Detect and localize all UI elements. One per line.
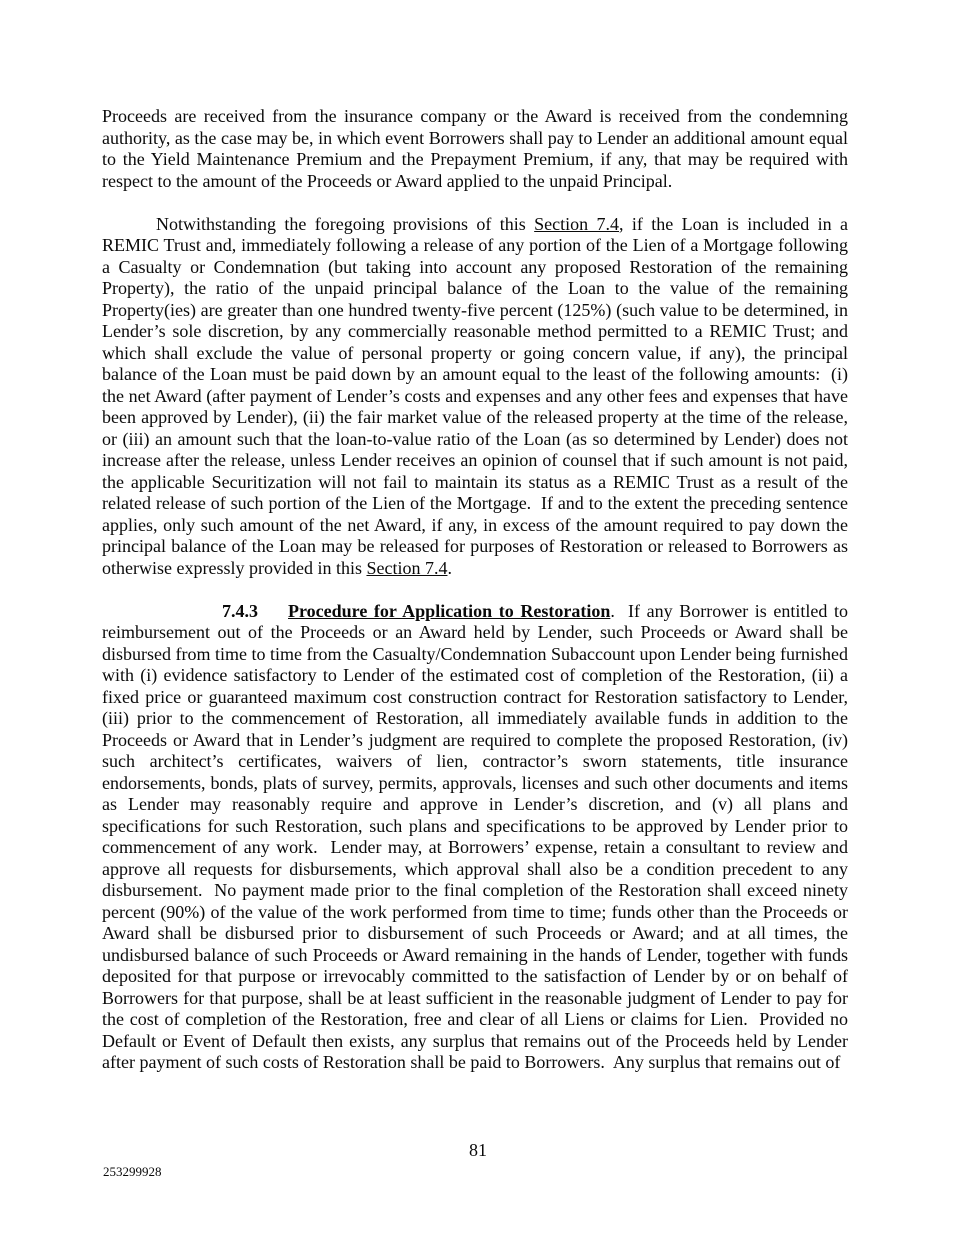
body-text-run: , if the Loan is included in a REMIC Trust and, immediately following a release of any portion of the Lien of a Mortgage following a Casualty or Condemnation (but taking into account any proposed Restoration of the remaining Property), the ratio of the unpaid principal balance of the Loan to the value of the remaining Property(ies) are greater than one hundred twenty-five percent (125%) (such value to be determined, in Lender’s sole discretion, by any commercially reasonable method permitted to a REMIC Trust; and which shall exclude the value of personal property or going concern value, if any), the principal balance of the Loan must be paid down by an amount equal to the least of the following amounts: (i) the net Award (after payment of Lender’s costs and expenses and any other fees and expenses that have been approved by Lender), (ii) the fair market value of the released property at the time of the release, or (iii) an amount such that the loan-to-value ratio of the Loan (as so determined by Lender) does not increase after the release, unless Lender receives an opinion of counsel that if such amount is not paid, the applicable Securitization will not fail to maintain its status as a REMIC Trust as a result of the related release of such portion of the Lien of the Mortgage. If and to the extent the preceding sentence applies, only such amount of the net Award, if any, in excess of the amount required to pay down the principal balance of the Loan may be released for purposes of Restoration or released to Borrowers as otherwise expressly provided in this [102, 213, 853, 578]
body-text-run: Notwithstanding the foregoing provisions of this [156, 213, 535, 234]
section-7-4-reference-link: Section 7.4 [534, 213, 620, 234]
section-number: 7.4.3 [222, 600, 258, 621]
page-body [102, 106, 853, 1074]
body-text-run: . [447, 557, 452, 578]
section-heading: Procedure for Application to Restoration [288, 600, 611, 621]
document-id-footer: 253299928 [103, 1164, 162, 1179]
page-number: 81 [469, 1140, 487, 1160]
section-7-4-reference-link: Section 7.4 [366, 557, 448, 578]
body-text-run: Proceeds are received from the insurance company or the Award is received from the condemning authority, as the case may be, in which event Borrowers shall pay to Lender an additional amount equal to the Yield Maintenance Premium and the Prepayment Premium, if any, that may be required with respect to the amount of the Proceeds or Award applied to the unpaid Principal. [102, 106, 853, 191]
body-text-run: . If any Borrower is entitled to reimbursement out of the Proceeds or an Award held by Lender, such Proceeds or Award shall be disbursed from time to time from the Casualty/Condemnation Subaccount upon Lender being furnished with (i) evidence satisfactory to Lender of the estimated cost of completion of the Restoration, (ii) a fixed price or guaranteed maximum cost construction contract for Restoration satisfactory to Lender, (iii) prior to the commencement of Restoration, all immediately available funds in addition to the Proceeds or Award that in Lender’s judgment are required to complete the proposed Restoration, (iv) such architect’s certificates, waivers of lien, contractor’s sworn statements, title insurance endorsements, bonds, plats of survey, permits, approvals, licenses and such other documents and items as Lender may reasonably require and approve in Lender’s discretion, and (v) all plans and specifications for such Restoration, such plans and specifications to be approved by Lender prior to commencement of any work. Lender may, at Borrowers’ expense, retain a consultant to review and approve all requests for disbursements, which approval shall also be a condition precedent to any disbursement. No payment made prior to the final completion of the Restoration shall exceed ninety percent (90%) of the value of the work performed from time to time; funds other than the Proceeds or Award shall be disbursed prior to disbursement of such Proceeds or Award; and at all times, the undisbursed balance of such Proceeds or Award remaining in the hands of Lender, together with funds deposited for that purpose or irrevocably committed to the satisfaction of Lender by or on behalf of Borrowers for that purpose, shall be at least sufficient in the reasonable judgment of Lender to pay for the cost of completion of the Restoration, free and clear of all Liens or claims for Lien. Provided no Default or Event of Default then exists, any surplus that remains out of the Proceeds held by Lender after payment of such costs of Restoration shall be paid to Borrowers. Any surplus that remains out of [102, 600, 853, 1072]
paragraph-continuation [102, 106, 853, 192]
paragraph-remic-trust [102, 213, 853, 580]
paragraph-section-7-4-3 [102, 600, 853, 1074]
